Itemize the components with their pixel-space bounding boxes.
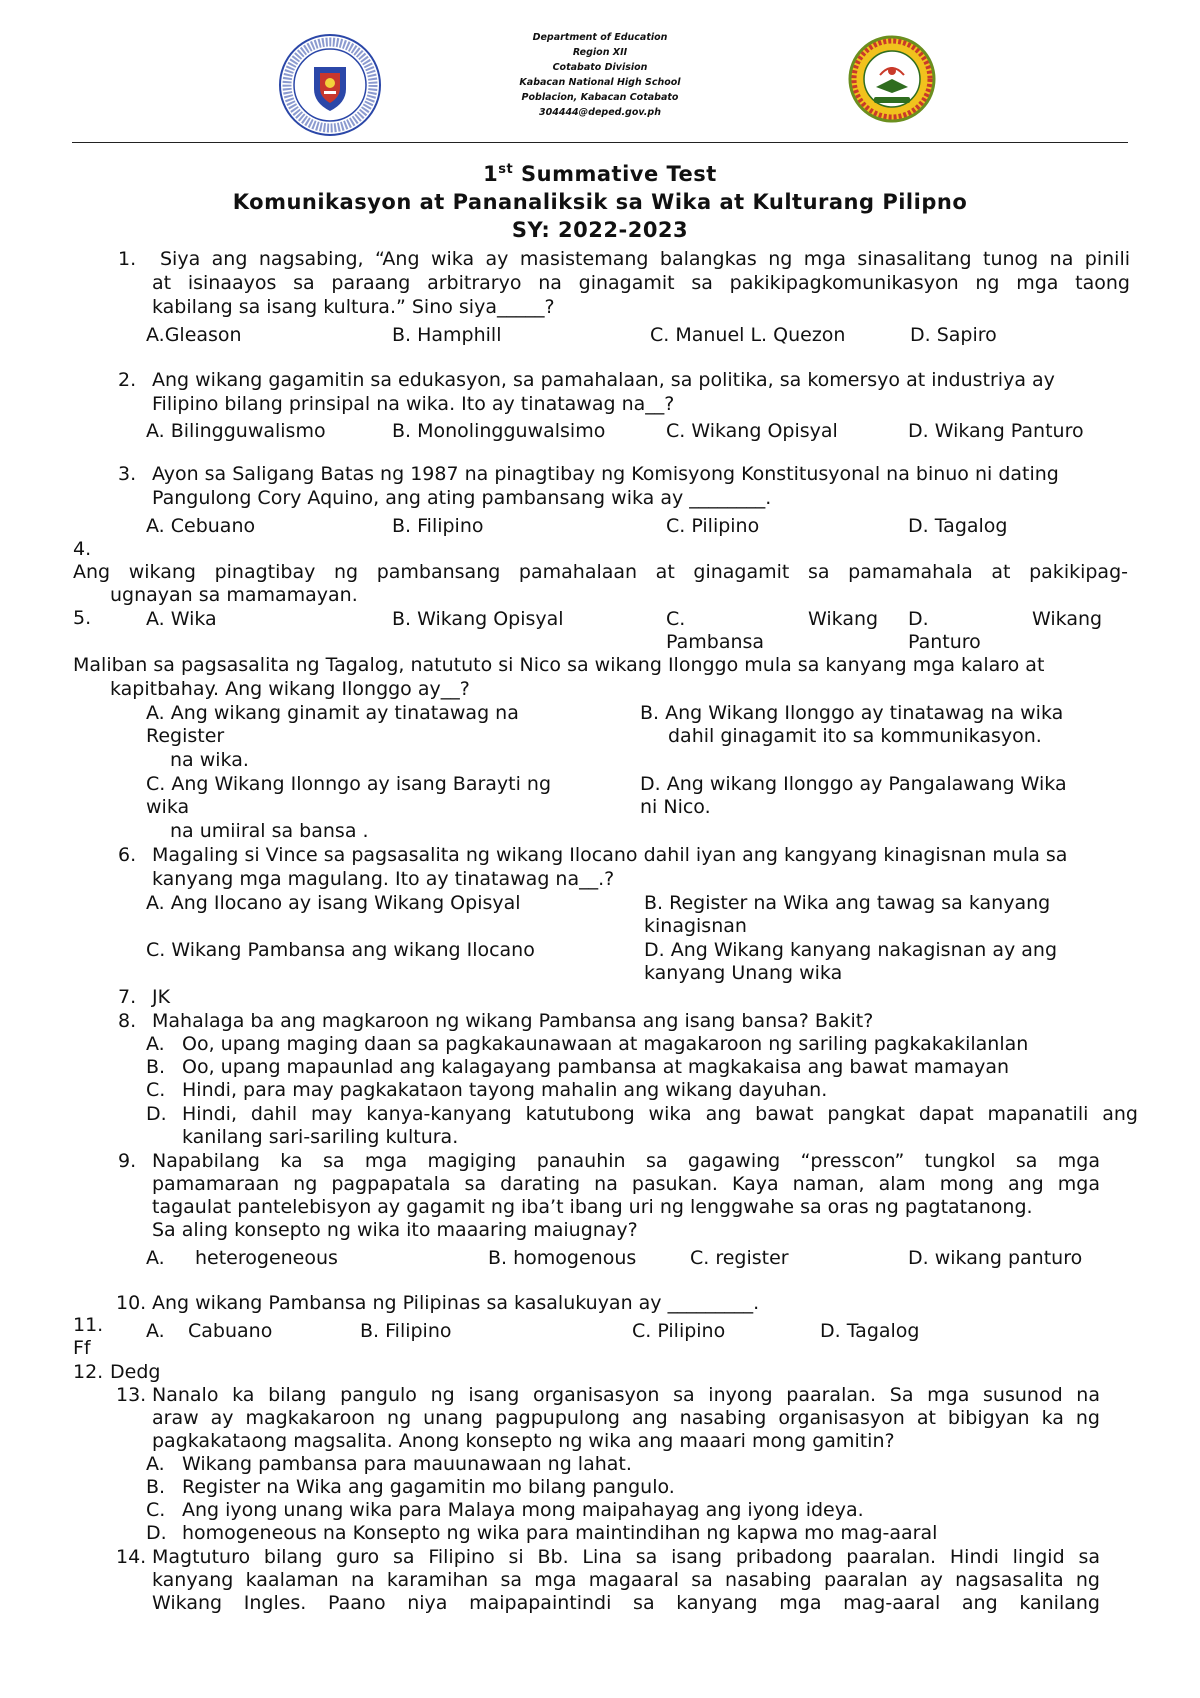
office-address-block xyxy=(420,30,780,120)
choice-d-text: Panturo xyxy=(908,631,981,653)
choice-a: A.Gleason xyxy=(146,324,242,346)
question-text: Mahalaga ba ang magkaroon ng wikang Pambansa ang isang bansa? Bakit? xyxy=(152,1010,874,1032)
choice-b: B. homogenous xyxy=(488,1247,637,1269)
choice-b-text: kinagisnan xyxy=(644,915,747,937)
question-text: Dedg xyxy=(110,1361,161,1383)
question-text: Ayon sa Saligang Batas ng 1987 na pinagtibay ng Komisyong Konstitusyonal na binuo ni dating xyxy=(152,463,1059,485)
choice-c-letter: C. xyxy=(666,608,686,630)
choice-a: Oo, upang maging daan sa pagkakaunawaan at magakaroon ng sariling pagkakakilanlan xyxy=(182,1033,1029,1055)
question-text: at isinaayos sa paraang arbitraryo na ginagamit sa pakikipagkomunikasyon ng mga taong xyxy=(152,272,1130,294)
office-email: 304444@deped.gov.ph xyxy=(539,107,661,118)
choice-c: C. register xyxy=(690,1247,789,1269)
question-text: Siya ang nagsabing, “Ang wika ay masistemang balangkas ng mga sinasalitang tunog na pinili xyxy=(160,248,1130,270)
deped-seal-logo xyxy=(278,33,382,137)
question-text: araw ay magkakaroon ng unang pagpupulong ang nasabing organisasyon at bibigyan ka ng xyxy=(152,1407,1100,1429)
choice-b-letter: B. xyxy=(146,1476,166,1498)
question-number: 6. xyxy=(118,844,137,866)
choice-d: D. Wikang Panturo xyxy=(908,420,1084,442)
choice-b: B. Monolingguwalsimo xyxy=(392,420,606,442)
question-number: 2. xyxy=(118,369,137,391)
choice-a: A. Wika xyxy=(146,608,217,630)
choice-a: A. Ang Ilocano ay isang Wikang Opisyal xyxy=(146,892,521,914)
choice-a: Wikang pambansa para mauunawaan ng lahat. xyxy=(182,1453,632,1475)
choice-c-letter: C. xyxy=(146,1499,166,1521)
test-title xyxy=(0,162,1200,186)
question-number: 3. xyxy=(118,463,137,485)
choice-d: Hindi, dahil may kanya-kanyang katutubong wika ang bawat pangkat dapat mapanatili ang xyxy=(182,1103,1138,1125)
office-line: Kabacan National High School xyxy=(519,77,681,88)
question-text: Maliban sa pagsasalita ng Tagalog, natututo si Nico sa wikang Ilonggo mula sa kanyang mga kalaro at xyxy=(73,654,1045,676)
question-number: 12. xyxy=(73,1361,104,1383)
question-text: tagaulat pantelebisyon ay gagamit ng iba’t ibang uri ng lenggwahe sa oras ng pagtatanong. xyxy=(152,1196,1033,1218)
choice-c-text: Pambansa xyxy=(666,631,765,653)
choice-b: B. Filipino xyxy=(360,1320,452,1342)
question-text: Nanalo ka bilang pangulo ng isang organisasyon sa inyong paaralan. Sa mga susunod na xyxy=(152,1384,1100,1406)
office-line: Region XII xyxy=(572,47,628,58)
question-text: kanyang kaalaman na karamihan sa mga magaaral sa nasabing paaralan ay nagsasalita ng xyxy=(152,1569,1100,1591)
choice-d-letter: D. xyxy=(146,1103,167,1125)
choice-c: C. Wikang Opisyal xyxy=(666,420,838,442)
choice-b: B. Register na Wika ang tawag sa kanyang xyxy=(644,892,1051,914)
question-number: 9. xyxy=(118,1150,137,1172)
choice-d-text: Wikang xyxy=(1032,608,1103,630)
choice-a: Cabuano xyxy=(188,1320,273,1342)
choice-b-letter: B. xyxy=(146,1056,166,1078)
question-number: 13. xyxy=(116,1384,147,1406)
choice-d: D. wikang panturo xyxy=(908,1247,1083,1269)
choice-c-text: Wikang xyxy=(808,608,879,630)
question-number: 1. xyxy=(118,248,137,270)
question-text: Sa aling konsepto ng wika ito maaaring maiugnay? xyxy=(152,1219,638,1241)
choice-c: C. Manuel L. Quezon xyxy=(650,324,846,346)
question-text: Napabilang ka sa mga magiging panauhin sa gagawing “presscon” tungkol sa mga xyxy=(152,1150,1100,1172)
choice-c: C. Pilipino xyxy=(632,1320,726,1342)
question-number: 11. xyxy=(73,1314,104,1336)
title-text: Summative Test xyxy=(513,162,717,186)
letterhead xyxy=(0,0,1200,140)
choice-a: A. Cebuano xyxy=(146,515,256,537)
question-number: 14. xyxy=(116,1546,147,1568)
question-text: ugnayan sa mamamayan. xyxy=(110,584,358,606)
choice-d-text: kanilang sari-sariling kultura. xyxy=(182,1126,459,1148)
question-text: Magtuturo bilang guro sa Filipino si Bb. Lina sa isang pribadong paaralan. Hindi lingid sa xyxy=(152,1546,1100,1568)
question-text: Ff xyxy=(73,1337,91,1359)
choice-a-text: Register xyxy=(146,725,225,747)
choice-d: D. Sapiro xyxy=(910,324,997,346)
title-ordinal: st xyxy=(498,162,514,177)
choice-c: Ang iyong unang wika para Malaya mong maipahayag ang iyong ideya. xyxy=(182,1499,864,1521)
choice-c: C. Pilipino xyxy=(666,515,760,537)
choice-c-text: wika xyxy=(146,796,190,818)
school-seal-logo xyxy=(848,35,936,123)
choice-d: homogeneous na Konsepto ng wika para maintindihan ng kapwa mo mag-aaral xyxy=(182,1522,938,1544)
choice-b: B. Hamphill xyxy=(392,324,502,346)
choice-b: B. Wikang Opisyal xyxy=(392,608,564,630)
question-text: Ang wikang gagamitin sa edukasyon, sa pamahalaan, sa politika, sa komersyo at industriya ay xyxy=(152,369,1055,391)
choice-d: D. Tagalog xyxy=(908,515,1008,537)
choice-c-text: na umiiral sa bansa . xyxy=(170,820,369,842)
choice-a-text: na wika. xyxy=(170,749,249,771)
choice-c-letter: C. xyxy=(146,1079,166,1101)
choice-a-letter: A. xyxy=(146,1247,165,1269)
office-line: Cotabato Division xyxy=(552,62,648,73)
choice-c: C. Wikang Pambansa ang wikang Ilocano xyxy=(146,939,535,961)
choice-d: D. Ang Wikang kanyang nakagisnan ay ang xyxy=(644,939,1058,961)
choice-b-text: dahil ginagamit ito sa kommunikasyon. xyxy=(668,725,1042,747)
question-text: Pangulong Cory Aquino, ang ating pambansang wika ay ________. xyxy=(152,487,772,509)
question-text: pagkakataong magsalita. Anong konsepto ng wika ang maaari mong gamitin? xyxy=(152,1430,895,1452)
choice-d-letter: D. xyxy=(908,608,929,630)
question-number: 4. xyxy=(73,538,92,560)
choice-a: heterogeneous xyxy=(195,1247,338,1269)
question-text: Magaling si Vince sa pagsasalita ng wikang Ilocano dahil iyan ang kangyang kinagisnan mula sa xyxy=(152,844,1068,866)
choice-a: A. Bilingguwalismo xyxy=(146,420,326,442)
choice-b: Register na Wika ang gagamitin mo bilang pangulo. xyxy=(182,1476,675,1498)
title-number: 1 xyxy=(483,162,499,186)
choice-a-letter: A. xyxy=(146,1453,165,1475)
question-text: Filipino bilang prinsipal na wika. Ito ay tinatawag na__? xyxy=(152,393,675,415)
choice-d-text: ni Nico. xyxy=(640,796,711,818)
choice-d: D. Tagalog xyxy=(820,1320,920,1342)
question-number: 8. xyxy=(118,1010,137,1032)
school-year: SY: 2022-2023 xyxy=(511,218,689,242)
choice-c: Hindi, para may pagkakataon tayong mahalin ang wikang dayuhan. xyxy=(182,1079,828,1101)
office-line: Poblacion, Kabacan Cotabato xyxy=(521,92,679,103)
question-number: 7. xyxy=(118,986,137,1008)
question-text: Ang wikang pinagtibay ng pambansang pamahalaan at ginagamit sa pamamahala at pakikipag- xyxy=(73,561,1128,583)
question-number: 10. xyxy=(116,1292,147,1314)
choice-d-letter: D. xyxy=(146,1522,167,1544)
choice-a-letter: A. xyxy=(146,1320,165,1342)
question-text: Ang wikang Pambansa ng Pilipinas sa kasalukuyan ay _________. xyxy=(152,1292,760,1314)
question-text: Wikang Ingles. Paano niya maipapaintindi sa kanyang mga mag-aaral ang kanilang xyxy=(152,1592,1100,1614)
question-text: kapitbahay. Ang wikang Ilonggo ay__? xyxy=(110,678,470,700)
header-divider xyxy=(72,142,1128,143)
office-line: Department of Education xyxy=(532,32,668,43)
question-text: JK xyxy=(152,986,171,1008)
question-text: kabilang sa isang kultura.” Sino siya_____? xyxy=(152,296,555,318)
choice-a-letter: A. xyxy=(146,1033,165,1055)
question-text: kanyang mga magulang. Ito ay tinatawag na__.? xyxy=(152,868,615,890)
choice-d-text: kanyang Unang wika xyxy=(644,962,843,984)
subject-title: Komunikasyon at Pananaliksik sa Wika at Kulturang Pilipno xyxy=(232,190,968,214)
choice-b: B. Filipino xyxy=(392,515,484,537)
choice-d: D. Ang wikang Ilonggo ay Pangalawang Wika xyxy=(640,773,1067,795)
choice-a: A. Ang wikang ginamit ay tinatawag na xyxy=(146,702,519,724)
question-text: pamamaraan ng pagpapatala sa darating na pasukan. Kaya naman, alam mong ang mga xyxy=(152,1173,1100,1195)
question-number: 5. xyxy=(73,607,92,629)
choice-b: B. Ang Wikang Ilonggo ay tinatawag na wika xyxy=(640,702,1064,724)
choice-c: C. Ang Wikang Ilonngo ay isang Barayti ng xyxy=(146,773,552,795)
choice-b: Oo, upang mapaunlad ang kalagayang pambansa at magkakaisa ang bawat mamayan xyxy=(182,1056,1010,1078)
